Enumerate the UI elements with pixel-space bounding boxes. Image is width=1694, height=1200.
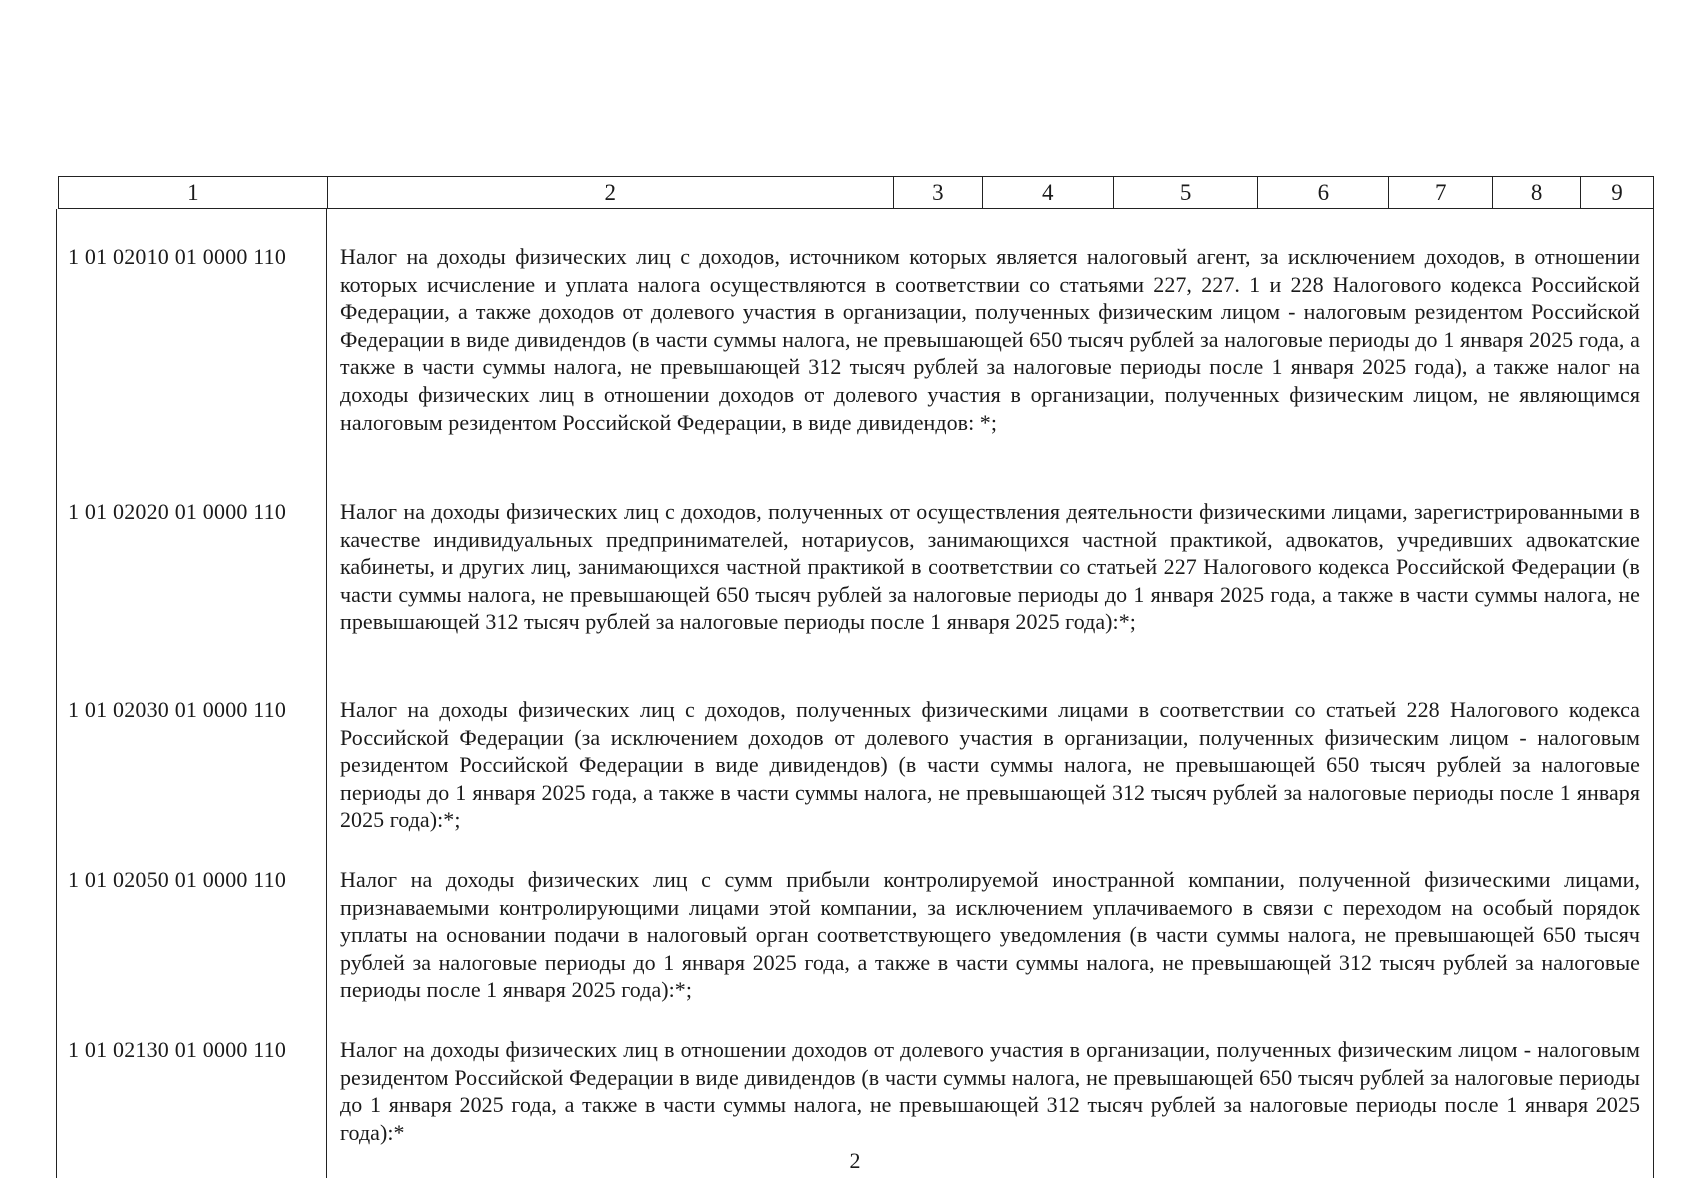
budget-code: 1 01 02030 01 0000 110 — [68, 697, 287, 722]
budget-code: 1 01 02010 01 0000 110 — [68, 244, 287, 269]
row-description: Налог на доходы физических лиц с доходов, источником которых является налоговый агент, за исключением доходов, в отношении которых исчисление и уплата налога осуществляются в соответствии со статьями 227, 227. 1 и 228 Налогового кодекса Российской Федерации, а также доходов от долевого участия в организации, полученных физическим лицом - налоговым резидентом Российской Федерации в виде дивидендов (в части суммы налога, не превышающей 650 тысяч рублей за налоговые периоды до 1 января 2025 года, а также в части суммы налога, не превышающей 312 тысяч рублей за налоговые периоды после 1 января 2025 года), а также налог на доходы физических лиц в отношении доходов от долевого участия в организации, полученных физическим лицом, не являющимся налоговым резидентом Российской Федерации, в виде дивидендов: *; — [340, 244, 1640, 435]
header-col-6: 6 — [1258, 177, 1389, 208]
row-description: Налог на доходы физических лиц в отношении доходов от долевого участия в организации, полученных физическим лицом - налоговым резидентом Российской Федерации в виде дивидендов (в части суммы налога, не превышающей 650 тысяч рублей за налоговые периоды до 1 января 2025 года, а также в части суммы налога, не превышающей 312 тысяч рублей за налоговые периоды после 1 января 2025 года):* — [340, 1037, 1640, 1145]
budget-code: 1 01 02020 01 0000 110 — [68, 499, 287, 524]
table-border-right — [1653, 209, 1654, 1178]
budget-code: 1 01 02130 01 0000 110 — [68, 1037, 287, 1062]
budget-code: 1 01 02050 01 0000 110 — [68, 867, 287, 892]
row-description: Налог на доходы физических лиц с доходов, полученных от осуществления деятельности физическими лицами, зарегистрированными в качестве индивидуальных предпринимателей, нотариусов, занимающихся частной практикой, адвокатов, учредивших адвокатские кабинеты, и других лиц, занимающихся частной практикой в соответствии со статьей 227 Налогового кодекса Российской Федерации (в части суммы налога, не превышающей 650 тысяч рублей за налоговые периоды до 1 января 2025 года, а также в части суммы налога, не превышающей 312 тысяч рублей за налоговые периоды после 1 января 2025 года):*; — [340, 499, 1640, 635]
row-description: Налог на доходы физических лиц с доходов, полученных физическими лицами в соответствии со статьей 228 Налогового кодекса Российской Федерации (за исключением доходов от долевого участия в организации, полученных физическим лицом - налоговым резидентом Российской Федерации в виде дивидендов) (в части суммы налога, не превышающей 650 тысяч рублей за налоговые периоды до 1 января 2025 года, а также в части суммы налога, не превышающей 312 тысяч рублей за налоговые периоды после 1 января 2025 года):*; — [340, 697, 1640, 833]
header-col-1: 1 — [59, 177, 328, 208]
header-col-8: 8 — [1493, 177, 1581, 208]
header-col-9: 9 — [1611, 180, 1623, 205]
header-col-5: 5 — [1114, 177, 1259, 208]
header-col-2: 2 — [328, 177, 894, 208]
header-col-4: 4 — [983, 177, 1114, 208]
row-description: Налог на доходы физических лиц с сумм прибыли контролируемой иностранной компании, полученной физическими лицами, признаваемыми контролирующими лицами этой компании, за исключением уплачиваемого в связи с переходом на особый порядок уплаты на основании подачи в налоговый орган соответствующего уведомления (в части суммы налога, не превышающей 650 тысяч рублей за налоговые периоды до 1 января 2025 года, а также в части суммы налога, не превышающей 312 тысяч рублей за налоговые периоды после 1 января 2025 года):*; — [340, 867, 1640, 1003]
header-col-7: 7 — [1389, 177, 1493, 208]
table-border-left — [56, 209, 57, 1178]
table-column-divider — [326, 209, 327, 1178]
table-header-row — [58, 176, 1654, 209]
page-number: 2 — [849, 1148, 861, 1173]
header-col-3: 3 — [894, 177, 983, 208]
